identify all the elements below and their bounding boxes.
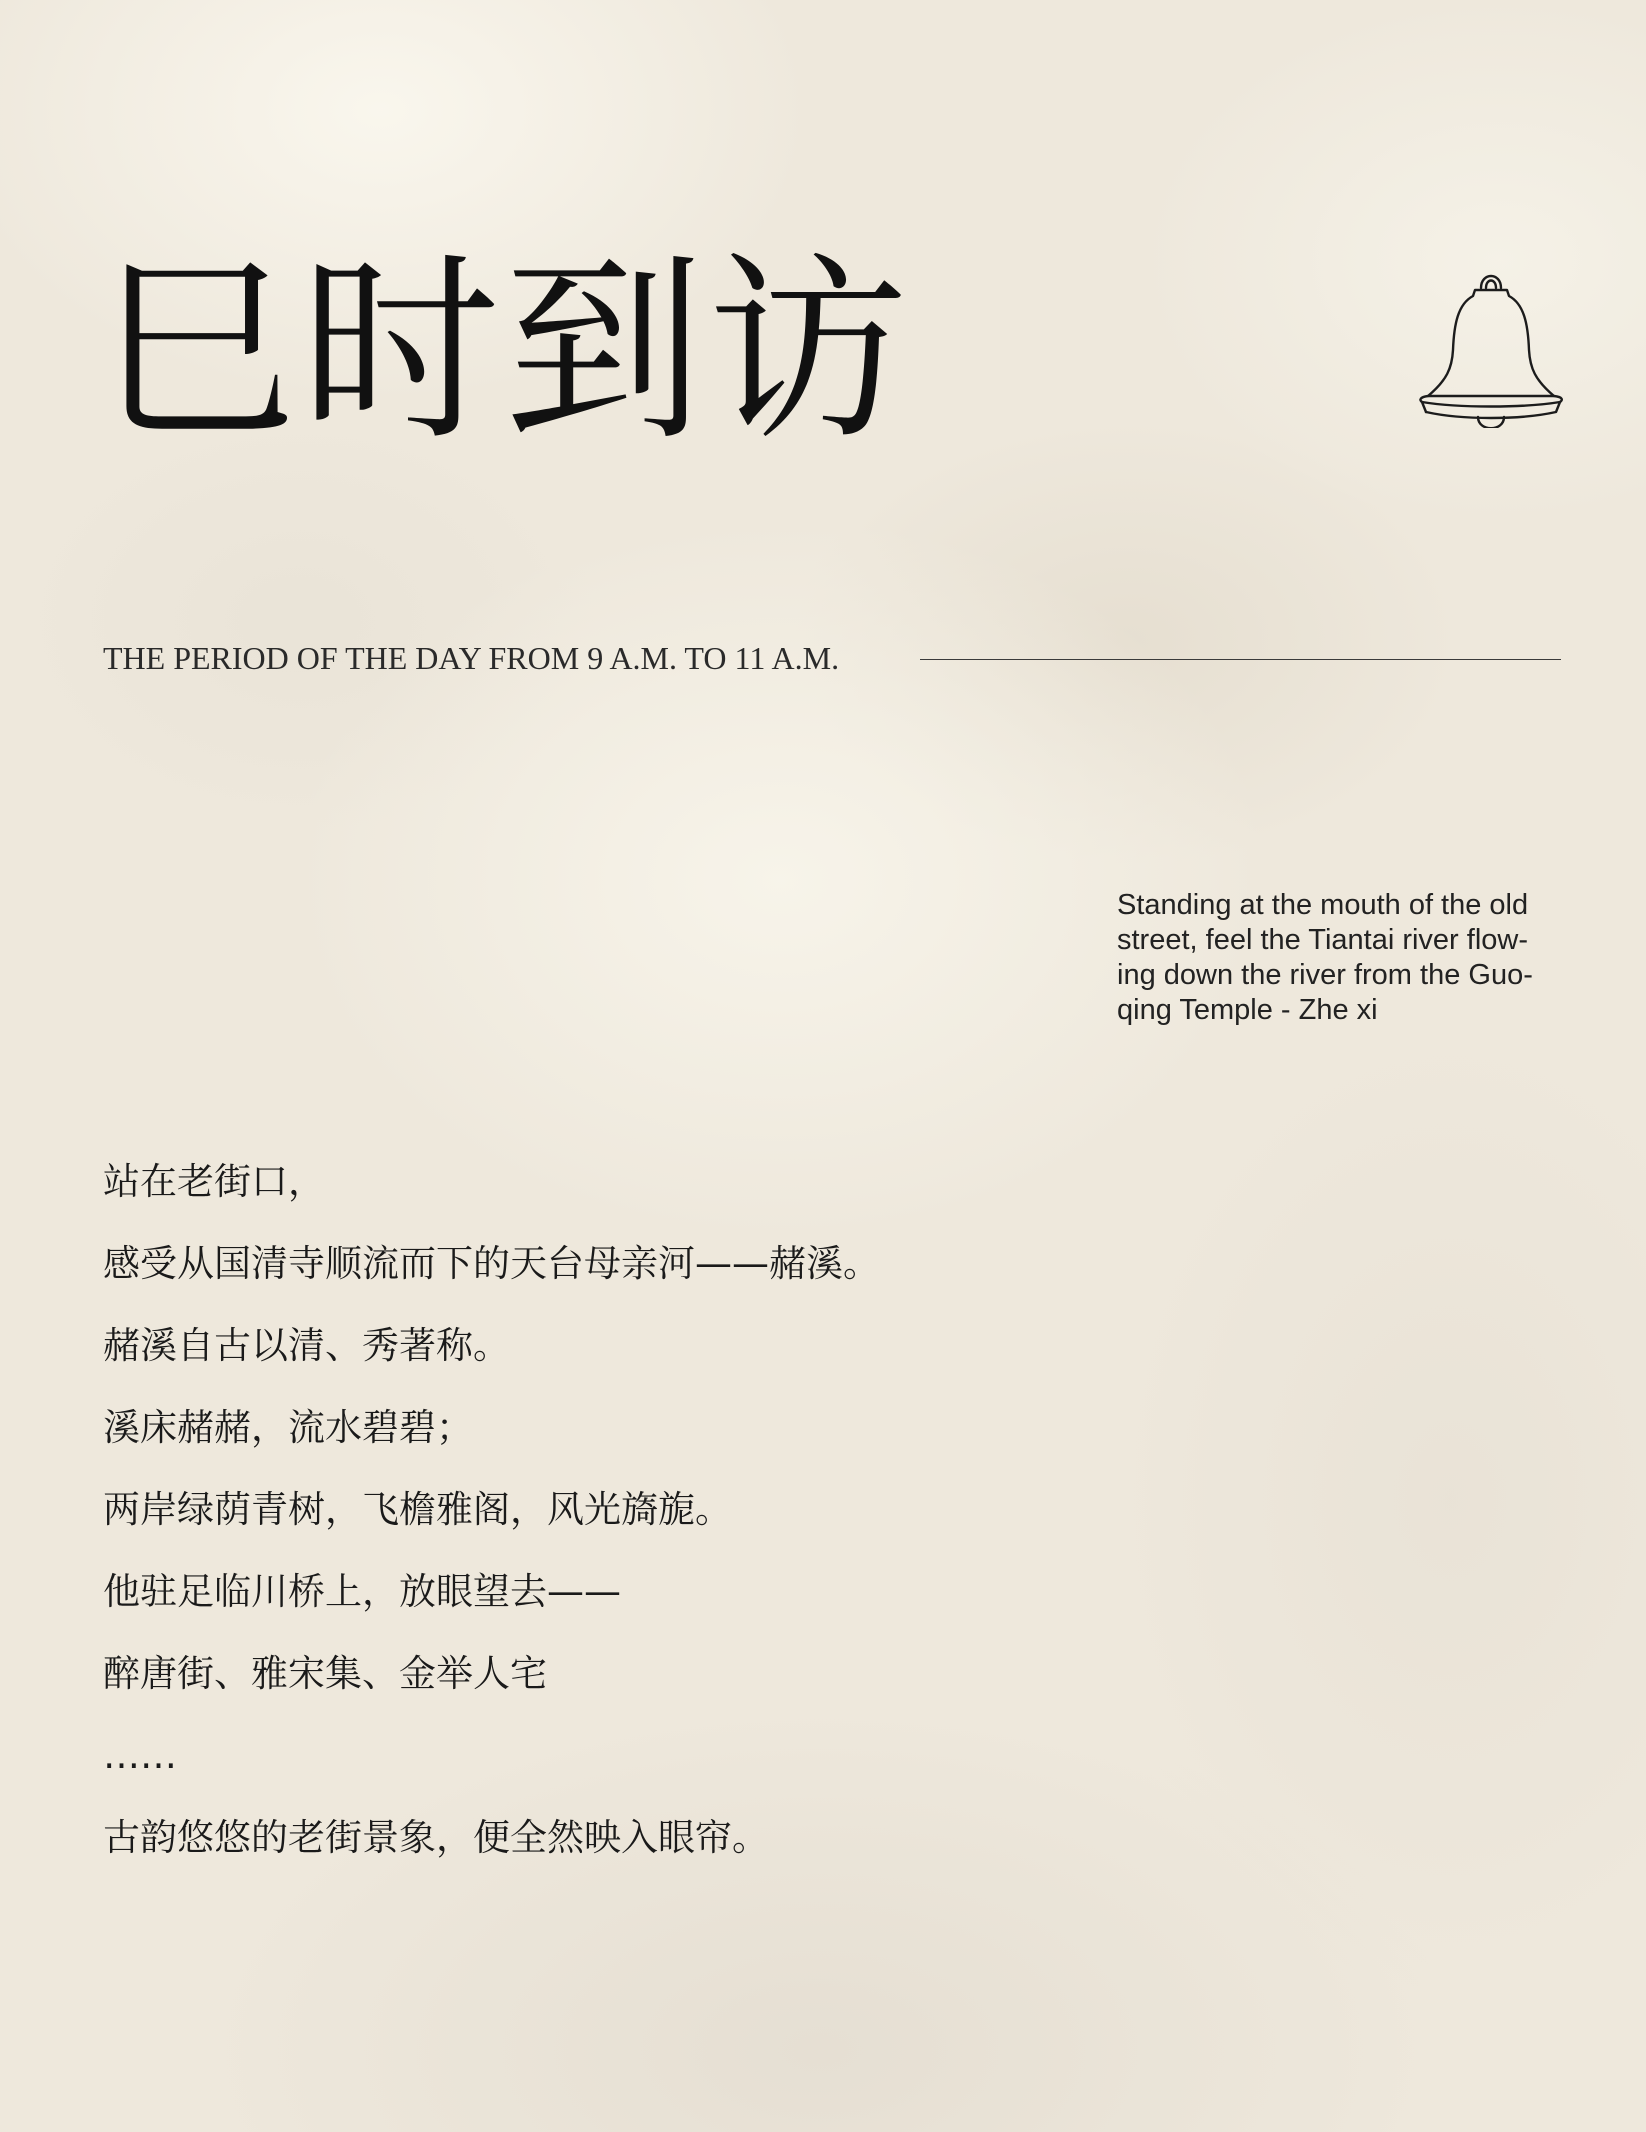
poem-line: 站在老街口， (103, 1160, 325, 1203)
caption-line: Standing at the mouth of the old (1117, 889, 1529, 921)
page-title: 巳时到访 (96, 235, 913, 468)
caption-line: qing Temple - Zhe xi (1117, 994, 1378, 1026)
poem-line: 两岸绿荫青树，飞檐雅阁，风光旖旎。 (103, 1488, 732, 1531)
caption-line: ing down the river from the Guo- (1117, 959, 1533, 991)
poem-line: 感受从国清寺顺流而下的天台母亲河——赭溪。 (103, 1242, 880, 1285)
bell-icon (1418, 266, 1564, 428)
poem-line: 他驻足临川桥上，放眼望去—— (103, 1570, 621, 1613)
poem-line: 溪床赭赭，流水碧碧； (103, 1406, 473, 1449)
caption-line: street, feel the Tiantai river flow- (1117, 924, 1528, 956)
divider-line (920, 659, 1561, 660)
caption (1117, 888, 1565, 1028)
poem-line: …… (103, 1734, 177, 1777)
poem-body (103, 1158, 880, 1896)
poem-line: 古韵悠悠的老街景象，便全然映入眼帘。 (103, 1816, 769, 1859)
subtitle: THE PERIOD OF THE DAY FROM 9 A.M. TO 11 A.M. (103, 640, 840, 676)
poem-line: 赭溪自古以清、秀著称。 (103, 1324, 510, 1367)
poem-line: 醉唐街、雅宋集、金举人宅 (103, 1652, 547, 1695)
